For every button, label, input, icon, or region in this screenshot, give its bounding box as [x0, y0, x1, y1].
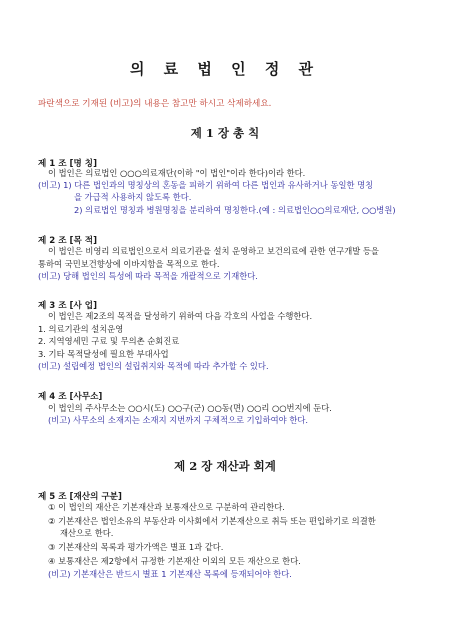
article-5-item-2a: ② 기본재산은 법인소유의 부동산과 이사회에서 기본재산으로 취득 또는 편입하기로 의결한 [48, 516, 376, 526]
article-3-body: 이 법인은 제2조의 목적을 달성하기 위하여 다음 각호의 사업을 수행한다. [48, 311, 313, 321]
article-3-note: (비고) 설립예정 법인의 설립취지와 목적에 따라 추가할 수 있다. [38, 361, 269, 371]
article-5-item-3: ③ 기본재산의 목록과 평가가액은 별표 1과 같다. [48, 542, 224, 552]
article-3-item-3: 3. 기타 목적달성에 필요한 부대사업 [38, 349, 169, 359]
article-4-note: (비고) 사무소의 소재지는 소재지 지번까지 구체적으로 기입하여야 한다. [48, 415, 309, 425]
article-5-item-1: ① 이 법인의 재산은 기본재산과 보통재산으로 구분하여 관리한다. [48, 502, 285, 512]
article-1-note-2: 2) 의료법인 명칭과 병원명칭을 분리하여 명칭한다.(예 : 의료법인○○의료재단, ○○병원) [74, 205, 396, 215]
article-4-title: 제 4 조 [사무소] [38, 392, 103, 402]
chapter-2-heading: 제 2 장 재산과 회계 [174, 459, 276, 473]
article-5-item-2b: 재산으로 한다. [60, 528, 114, 538]
article-1-note-1a: (비고) 1) 다른 법인과의 명칭상의 혼동을 피하기 위하여 다른 법인과 유사하거나 동일한 명칭 [38, 180, 374, 190]
red-notice: 파란색으로 기재된 (비고)의 내용은 참고만 하시고 삭제하세요. [38, 99, 272, 109]
article-3-item-2: 2. 지역영세민 구료 및 무의촌 순회진료 [38, 336, 180, 346]
article-1-body: 이 법인은 의료법인 ○○○의료재단(이하 "이 법인"이라 한다)이라 한다. [48, 168, 306, 178]
article-5-title: 제 5 조 [재산의 구분] [38, 492, 122, 502]
article-5-note: (비고) 기본재산은 반드시 별표 1 기본재산 목록에 등재되어야 한다. [48, 569, 292, 579]
article-2-title: 제 2 조 [목 적] [38, 236, 98, 246]
article-5-item-4: ④ 보통재산은 제2항에서 규정한 기본재산 이외의 모든 재산으로 한다. [48, 556, 301, 566]
article-2-body-1: 이 법인은 비영리 의료법인으로서 의료기관을 설치 운영하고 보건의료에 관한 연구개발 등을 [48, 246, 379, 256]
article-2-note: (비고) 당해 법인의 특성에 따라 목적을 개괄적으로 기재한다. [38, 271, 258, 281]
article-1-title: 제 1 조 [명 칭] [38, 159, 98, 169]
article-1-note-1b: 을 가급적 사용하지 않도록 한다. [74, 192, 192, 202]
article-2-body-2: 통하여 국민보건향상에 이바지함을 목적으로 한다. [38, 259, 220, 269]
chapter-1-heading: 제 1 장 총 칙 [190, 126, 260, 140]
article-3-item-1: 1. 의료기관의 설치운영 [38, 324, 124, 334]
article-4-body: 이 법인의 주사무소는 ○○시(도) ○○구(군) ○○동(면) ○○리 ○○번지에 둔다. [48, 403, 332, 413]
document-title: 의 료 법 인 정 관 [129, 60, 321, 78]
article-3-title: 제 3 조 [사 업] [38, 301, 98, 311]
